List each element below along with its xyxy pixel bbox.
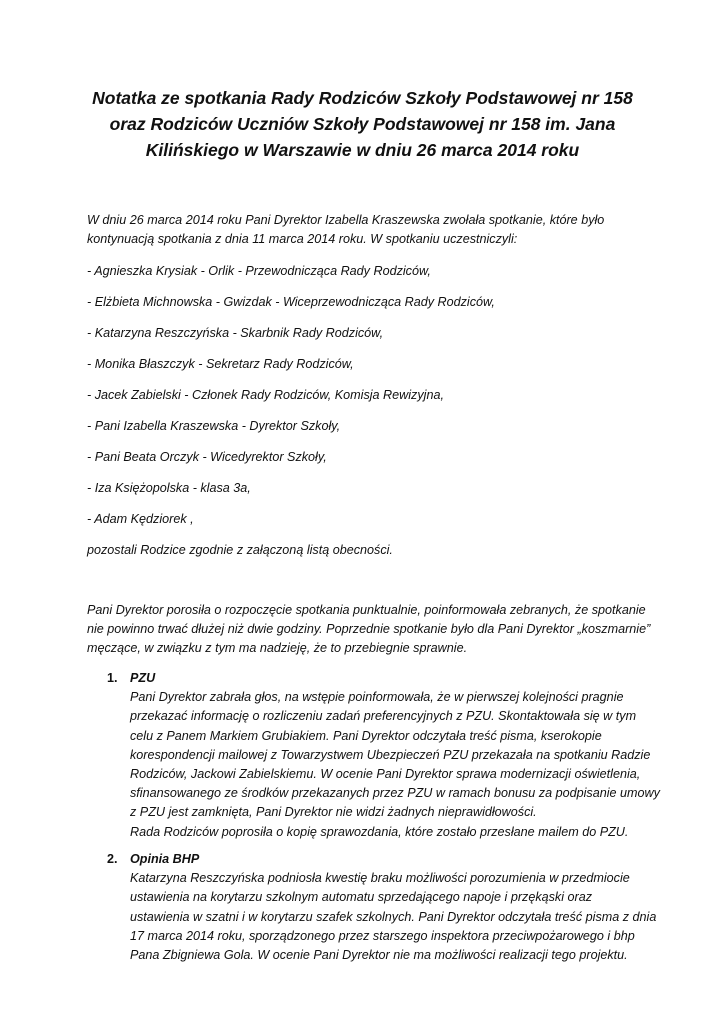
section-line: Rada Rodziców poprosiła o kopię sprawozdania, które zostało przesłane mailem do PZU.	[130, 824, 629, 839]
section-line: Katarzyna Reszczyńska podniosła kwestię braku możliwości porozumienia w przedmiocie	[130, 871, 630, 886]
attendee-item: - Iza Księżopolska - klasa 3a,	[87, 481, 251, 495]
intro-paragraph	[87, 211, 647, 249]
attendee-item: - Pani Izabella Kraszewska - Dyrektor Szkoły,	[87, 419, 341, 433]
title-line: Kilińskiego w Warszawie w dniu 26 marca 2014 roku	[145, 140, 580, 160]
section-number: 1.	[107, 671, 118, 685]
section-line: ustawienia na korytarzu szkolnym automatu sprzedającego napoje i przękąski oraz	[130, 890, 593, 905]
section-line: celu z Panem Markiem Grubiakiem. Pani Dyrektor odczytała treść pisma, kserokopie	[130, 728, 602, 743]
intro-line: kontynuacją spotkania z dnia 11 marca 2014 roku. W spotkaniu uczestniczyli:	[87, 232, 518, 246]
section-line: sfinansowanego ze środków przekazanych przez PZU w ramach bonusu za podpisanie umowy	[130, 786, 660, 801]
attendee-item: - Katarzyna Reszczyńska - Skarbnik Rady Rodziców,	[87, 326, 384, 340]
section-opinia-bhp	[107, 850, 657, 965]
section-title: PZU	[130, 671, 156, 685]
section-pzu	[107, 669, 660, 842]
document-title	[70, 85, 655, 163]
section-body	[107, 869, 657, 965]
attendee-item: - Adam Kędziorek ,	[87, 512, 194, 526]
section-line: Pani Dyrektor zabrała głos, na wstępie poinformowała, że w pierwszej kolejności pragnie	[130, 690, 624, 705]
section-line: 17 marca 2014 roku, sporządzonego przez starszego inspektora przeciwpożarowego i bhp	[130, 928, 635, 943]
title-line: Notatka ze spotkania Rady Rodziców Szkoły Podstawowej nr 158	[92, 88, 633, 108]
intro-line: W dniu 26 marca 2014 roku Pani Dyrektor Izabella Kraszewska zwołała spotkanie, które było	[87, 213, 605, 227]
section-line: korespondencji mailowej z Towarzystwem Ubezpieczeń PZU przekazała na spotkaniu Radzie	[130, 747, 651, 762]
section-number: 2.	[107, 852, 118, 866]
opening-line: Pani Dyrektor porosiła o rozpoczęcie spotkania punktualnie, poinformowała zebranych, że spotkanie	[87, 603, 646, 617]
attendee-item: - Pani Beata Orczyk - Wicedyrektor Szkoły,	[87, 450, 327, 464]
attendee-item: - Agnieszka Krysiak - Orlik - Przewodnicząca Rady Rodziców,	[87, 264, 431, 278]
attendee-item: - Monika Błaszczyk - Sekretarz Rady Rodziców,	[87, 357, 354, 371]
section-line: Pana Zbigniewa Gola. W ocenie Pani Dyrektor nie ma możliwości realizacji tego projektu.	[130, 948, 628, 963]
section-line: ustawienia w szatni i w korytarzu szafek szkolnych. Pani Dyrektor odczytała treść pisma z dnia	[130, 909, 657, 924]
opening-paragraph	[87, 601, 651, 658]
section-line: Rodziców, Jackowi Zabielskiemu. W ocenie Pani Dyrektor sprawa modernizacji oświetlenia,	[130, 767, 641, 782]
section-heading	[107, 669, 647, 688]
attendee-item: - Elżbieta Michnowska - Gwizdak - Wiceprzewodnicząca Rady Rodziców,	[87, 295, 495, 309]
title-line: oraz Rodziców Uczniów Szkoły Podstawowej nr 158 im. Jana	[109, 114, 616, 134]
attendee-remaining: pozostali Rodzice zgodnie z załączoną listą obecności.	[87, 543, 393, 557]
section-line: z PZU jest zamknięta, Pani Dyrektor nie widzi żadnych nieprawidłowości.	[130, 805, 537, 820]
opening-line: męczące, w związku z tym ma nadzieję, że to przebiegnie sprawnie.	[87, 641, 468, 655]
opening-line: nie powinno trwać dłużej niż dwie godziny. Poprzednie spotkanie było dla Pani Dyrektor „koszmarnie”	[87, 622, 651, 636]
attendee-item: - Jacek Zabielski - Członek Rady Rodziców, Komisja Rewizyjna,	[87, 388, 444, 402]
section-body	[107, 688, 660, 842]
section-heading	[107, 850, 647, 869]
section-title: Opinia BHP	[130, 852, 200, 866]
section-line: przekazać informację o rozliczeniu zadań preferencyjnych z PZU. Skontaktowała się w tym	[130, 709, 637, 724]
